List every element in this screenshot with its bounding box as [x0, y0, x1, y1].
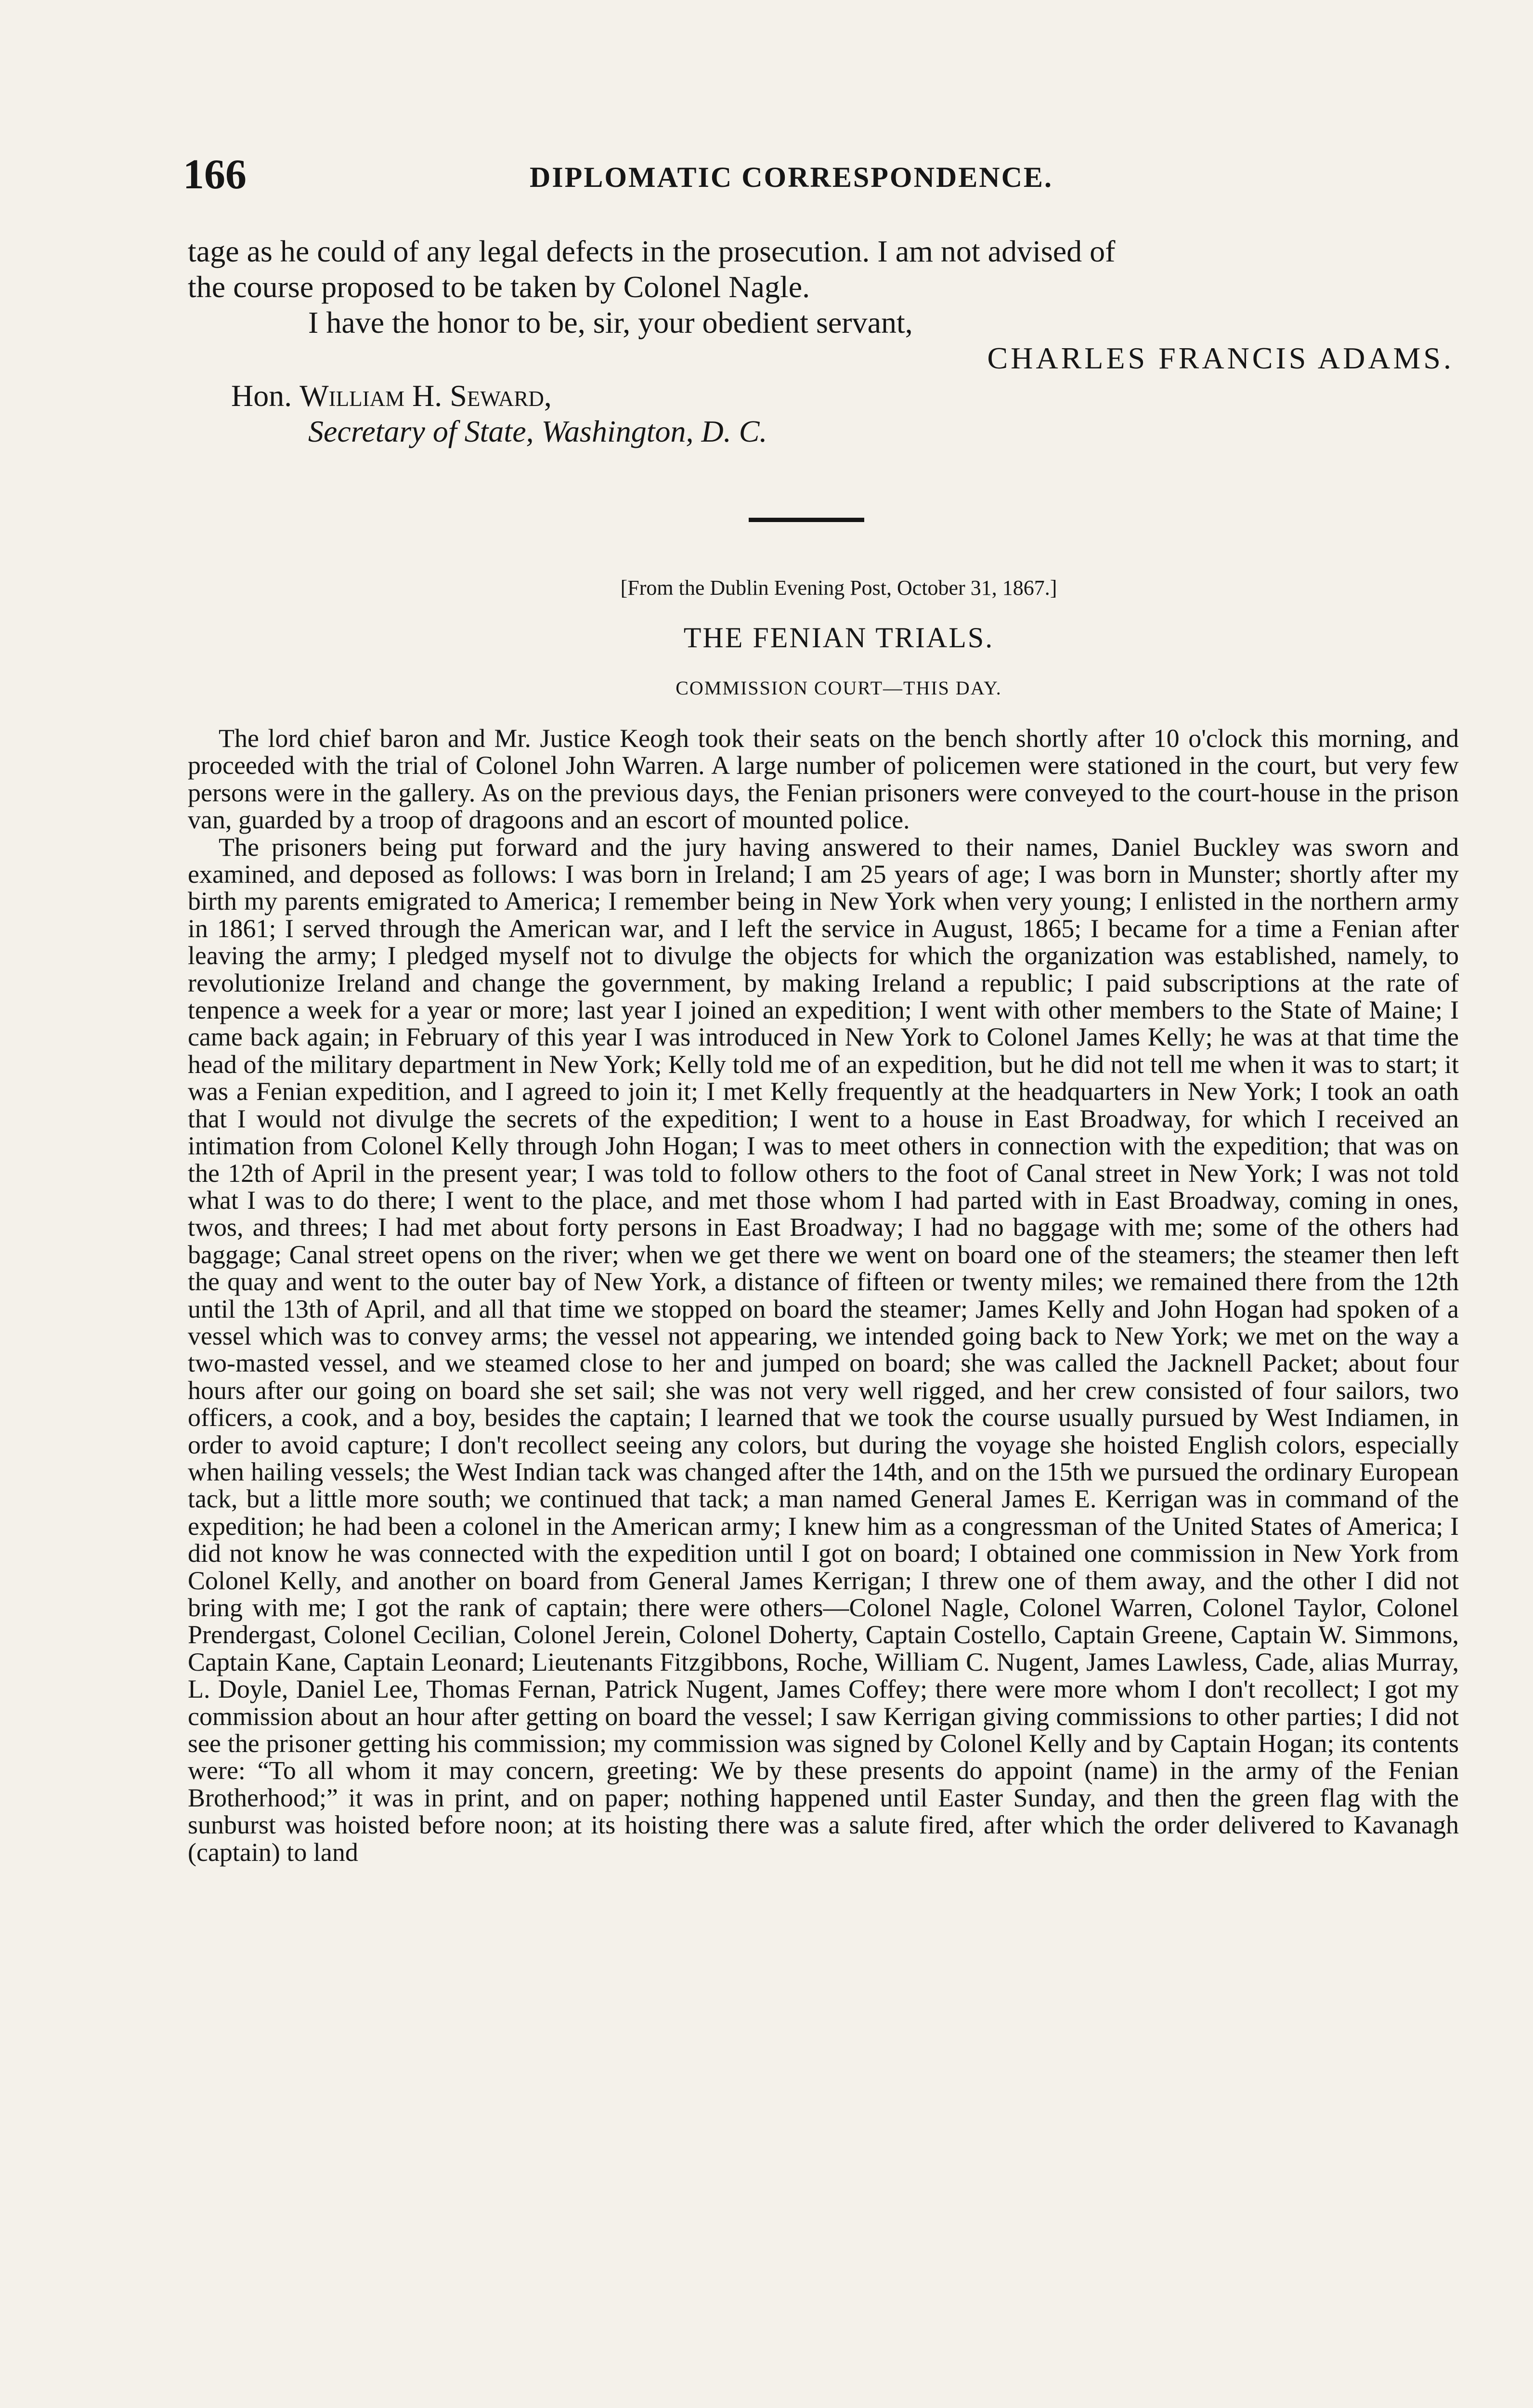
section-divider — [749, 518, 864, 522]
article-subhead: COMMISSION COURT—THIS DAY. — [676, 677, 1002, 699]
letter-ending — [188, 234, 1459, 449]
paragraph: The prisoners being put forward and the jury having answered to their names, Daniel Buckley was sworn and examined, and deposed as follows: I was born in Ireland; I am 25 years of age; I was born in Munster; shortly after my birth my parents emigrated to America; I remember being in New York when very young; I enlisted in the northern army in 1861; I served through the American war, and I left the service in August, 1865; I became for a time a Fenian after leaving the army; I pledged myself not to divulge the objects for which the organization was established, namely, to revolutionize Ireland and change the government, by making Ireland a republic; I paid subscriptions at the rate of tenpence a week for a year or more; last year I joined an expedition; I went with other members to the State of Maine; I came back again; in February of this year I was introduced in New York to Colonel James Kelly; he was at that time the head of the military department in New York; Kelly told me of an expedition, but he did not tell me when it was to start; it was a Fenian expedition, and I agreed to join it; I met Kelly frequently at the headquarters in New York; I took an oath that I would not divulge the secrets of the expedition; I went to a house in East Broadway, for which I received an intimation from Colonel Kelly through John Hogan; I was to meet others in connection with the expedition; that was on the 12th of April in the present year; I was told to follow others to the foot of Canal street in New York; I was not told what I was to do there; I went to the place, and met those whom I had parted with in East Broadway, coming in ones, twos, and threes; I had met about forty persons in East Broadway; I had no baggage with me; some of the others had baggage; Canal street opens on the river; when we get there we went on board one of the steamers; the steamer then left the quay and went to the outer bay of New York, a distance of fifteen or twenty miles; we remained there from the 12th until the 13th of April, and all that time we stopped on board the steamer; James Kelly and John Hogan had spoken of a vessel which was to convey arms; the vessel not appearing, we intended going back to New York; we met on the way a two-masted vessel, and we steamed close to her and jumped on board; she was called the Jacknell Packet; about four hours after our going on board she set sail; she was not very well rigged, and her crew consisted of four sailors, two officers, a cook, and a boy, besides the captain; I learned that we took the course usually pursued by West Indiamen, in order to avoid capture; I don't recollect seeing any colors, but during the voyage she hoisted English colors, especially when hailing vessels; the West Indian tack was changed after the 14th, and on the 15th we pursued the ordinary European tack, but a little more south; we continued that tack; a man named General James E. Kerrigan was in command of the expedition; he had been a colonel in the American army; I knew him as a congressman of the United States of America; I did not know he was connected with the expedition until I got on board; I obtained one commission in New York from Colonel Kelly, and another on board from General James Kerrigan; I threw one of them away, and the other I did not bring with me; I got the rank of captain; there were others—Colonel Nagle, Colonel Warren, Colonel Taylor, Colonel Prendergast, Colonel Cecilian, Colonel Jerein, Colonel Doherty, Captain Costello, Captain Greene, Captain W. Simmons, Captain Kane, Captain Leonard; Lieutenants Fitzgibbons, Roche, William C. Nugent, James Lawless, Cade, alias Murray, L. Doyle, Daniel Lee, Thomas Fernan, Patrick Nugent, James Coffey; there were more whom I don't recollect; I got my commission about an hour after getting on board the vessel; I saw Kerrigan giving commissions to other parties; I did not see the prisoner getting his commission; my commission was signed by Colonel Kelly and by Captain Hogan; its contents were: “To all whom it may concern, greeting: We by these presents do appoint (name) in the army of the Fenian Brotherhood;” it was in print, and on paper; nothing happened until Easter Sunday, and then the green flag with the sunburst was hoisted before noon; at its hoisting there was a salute fired, after which the order delivered to Kavanagh (captain) to land — [188, 832, 1459, 1867]
signature: CHARLES FRANCIS ADAMS. — [987, 341, 1454, 375]
addressee-title: Secretary of State, Washington, D. C. — [308, 414, 767, 448]
addressee-name: William H. Seward, — [299, 379, 552, 413]
letter-closing: I have the honor to be, sir, your obedient servant, — [308, 305, 913, 340]
page-number: 166 — [183, 151, 247, 198]
addressee-prefix: Hon. — [231, 379, 300, 413]
addressee — [188, 378, 1459, 414]
letter-line: tage as he could of any legal defects in the prosecution. I am not advised of — [188, 234, 1116, 268]
article-body — [188, 725, 1459, 1866]
letter-line: the course proposed to be taken by Colonel Nagle. — [188, 270, 810, 304]
article-title: THE FENIAN TRIALS. — [683, 622, 994, 654]
running-header — [183, 150, 1459, 203]
paragraph: The lord chief baron and Mr. Justice Keogh took their seats on the bench shortly after 10 o'clock this morning, and proceeded with the trial of Colonel John Warren. A large number of policemen were stationed in the court, but very few persons were in the gallery. As on the previous days, the Fenian prisoners were conveyed to the court-house in the prison van, guarded by a troop of dragoons and an escort of mounted police. — [188, 724, 1459, 835]
running-title: DIPLOMATIC CORRESPONDENCE. — [530, 161, 1053, 193]
article-source: [From the Dublin Evening Post, October 31, 1867.] — [620, 576, 1057, 600]
